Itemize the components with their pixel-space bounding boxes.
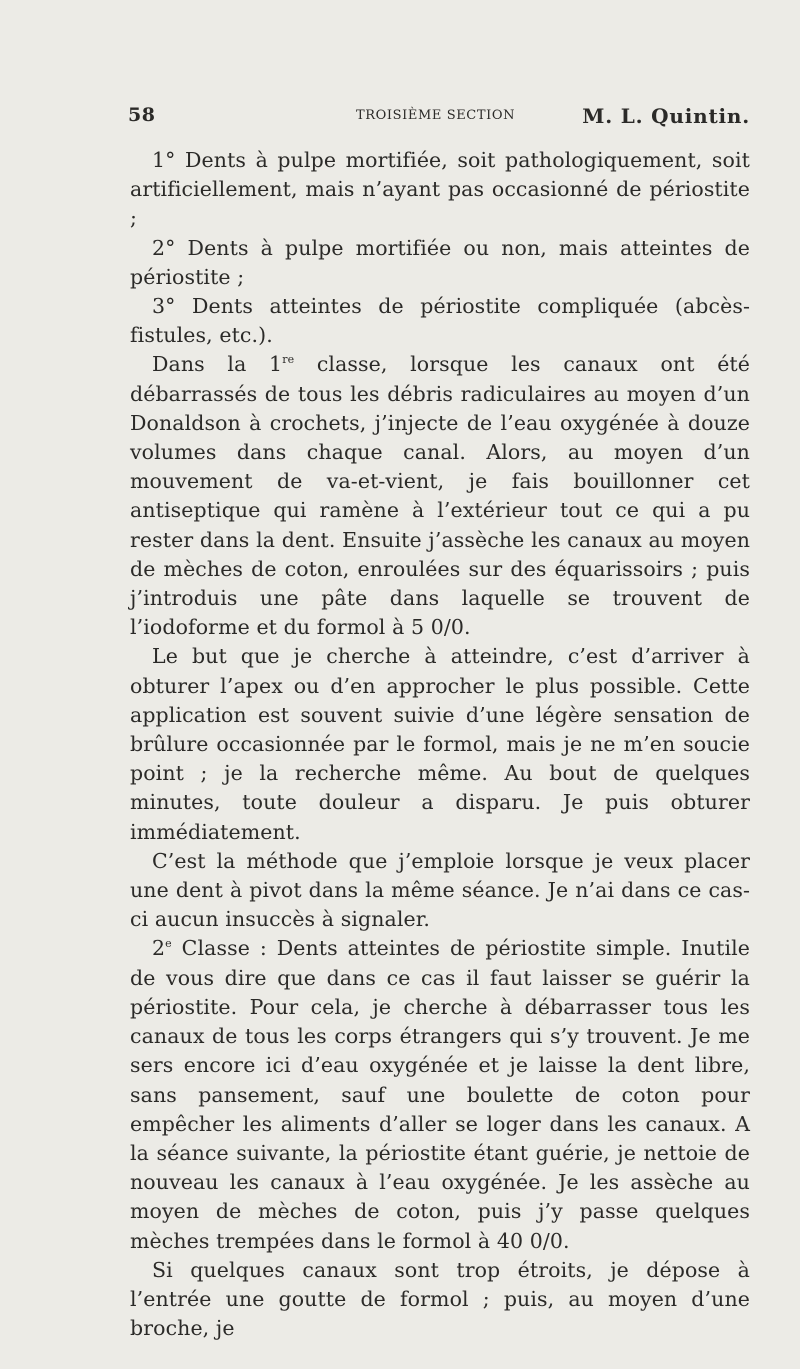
page-number: 58	[128, 104, 156, 126]
superscript: re	[282, 353, 295, 367]
section-title: TROISIÈME SECTION	[356, 108, 516, 123]
paragraph-5: Le but que je cherche à atteindre, c’est d’arriver à obturer l’apex ou d’en approcher le plus possible. Cette application est souvent suivie d’une légère sensation de brûlure occasionnée par le formol, mais je ne m’en soucie point ; je la recherche même. Au bout de quelques minutes, toute douleur a disparu. Je puis obturer immédiatement.	[130, 644, 750, 844]
author-name: M. L. Quintin.	[582, 104, 750, 128]
paragraph-2: 2° Dents à pulpe mortifiée ou non, mais atteintes de périostite ;	[130, 235, 750, 289]
superscript: e	[165, 937, 172, 951]
paragraph-4: Dans la 1re classe, lorsque les canaux ont été débarrassés de tous les débris radiculaires au moyen d’un Donaldson à crochets, j’injecte de l’eau oxygénée à douze volumes dans chaque canal. Alors, au moyen d’un mouvement de va-et-vient, je fais bouillonner cet antiseptique qui ramène à l’extérieur tout ce qui a pu rester dans la dent. Ensuite j’assèche les canaux au moyen de mèches de coton, enroulées sur des équarissoirs ; puis j’introduis une pâte dans laquelle se trouvent de l’iodoforme et du formol à 5 0/0.	[130, 352, 751, 640]
running-header	[128, 104, 750, 134]
paragraph-6: C’est la méthode que j’emploie lorsque je veux placer une dent à pivot dans la même séance. Je n’ai dans ce cas-ci aucun insuccès à signaler.	[130, 848, 750, 932]
body-text	[130, 146, 750, 1343]
paragraph-7: 2e Classe : Dents atteintes de périostite simple. Inutile de vous dire que dans ce cas il faut laisser se guérir la périostite. Pour cela, je cherche à débarrasser tous les canaux de tous les corps étrangers qui s’y trouvent. Je me sers encore ici d’eau oxygénée et je laisse la dent libre, sans pansement, sauf une boulette de coton pour empêcher les aliments d’aller se loger dans les canaux. A la séance suivante, la périostite étant guérie, je nettoie de nouveau les canaux à l’eau oxygénée. Je les assèche au moyen de mèches de coton, puis j’y passe quelques mèches trempées dans le formol à 40 0/0.	[130, 936, 750, 1253]
paragraph-8: Si quelques canaux sont trop étroits, je dépose à l’entrée une goutte de formol ; puis, au moyen d’une broche, je	[130, 1257, 750, 1341]
paragraph-3: 3° Dents atteintes de périostite compliquée (abcès-fistules, etc.).	[130, 294, 750, 348]
paragraph-1: 1° Dents à pulpe mortifiée, soit pathologiquement, soit artificiellement, mais n’ayant pas occasionné de périostite ;	[130, 148, 750, 231]
